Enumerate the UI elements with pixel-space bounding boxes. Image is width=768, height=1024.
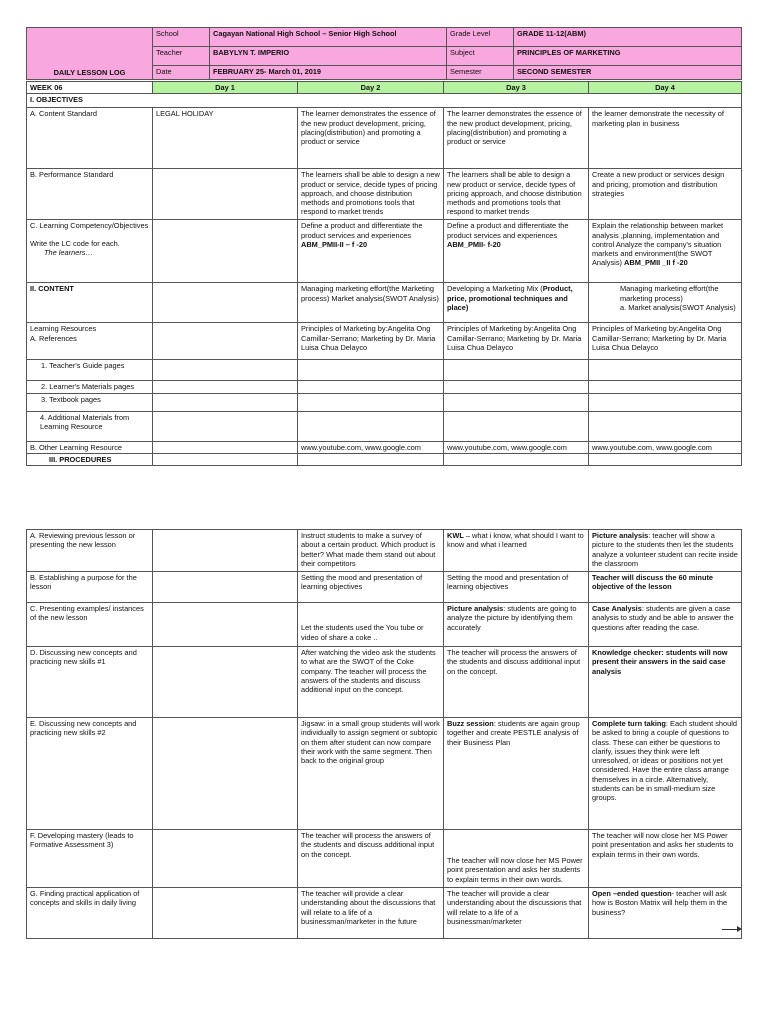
competency-day4-code: ABM_PMII _II f -20 xyxy=(624,258,688,268)
proc-e-day3-text: : students are again group together and create PESTLE analysis of their Business Plan xyxy=(447,719,580,747)
resources-label-main: Learning Resources xyxy=(30,324,97,334)
proc-e-label: E. Discussing new concepts and practicing new skills #2 xyxy=(27,718,153,830)
competency-label xyxy=(27,220,153,283)
tb-day3 xyxy=(444,393,589,411)
references-day1 xyxy=(153,323,298,360)
lm-label: 2. Learner's Materials pages xyxy=(27,381,153,393)
am-day3 xyxy=(444,411,589,441)
other-resource-label: B. Other Learning Resource xyxy=(27,441,153,453)
performance-standard-label: B. Performance Standard xyxy=(27,169,153,220)
performance-standard-day4: Create a new product or services design and pricing, promotion and distribution strategies xyxy=(589,169,742,220)
grade-value: GRADE 11-12(ABM) xyxy=(514,28,742,47)
log-title: DAILY LESSON LOG xyxy=(53,67,126,77)
proc-c-day3-bold: Picture analysis xyxy=(447,604,504,613)
week-label: WEEK 06 xyxy=(27,82,153,94)
am-day1 xyxy=(153,411,298,441)
procedures-heading: III. PROCEDURES xyxy=(27,453,153,465)
lm-day4 xyxy=(589,381,742,393)
proc-f-day3: The teacher will now close her MS Power point presentation and asks her students to explain terms in their own words. xyxy=(444,830,589,888)
competency-day3-text: Define a product and differentiate the product services and experiences xyxy=(447,221,569,240)
proc-b-day1 xyxy=(153,572,298,603)
tb-day2 xyxy=(298,393,444,411)
procedures-day1 xyxy=(153,453,298,465)
day-4-header: Day 4 xyxy=(589,82,742,94)
am-day2 xyxy=(298,411,444,441)
subject-label: Subject xyxy=(447,47,514,66)
performance-standard-day3: The learners shall be able to design a new product or service, decide types of pricing approach, and choose distribution methods and promotions tools that respond to market trends xyxy=(444,169,589,220)
proc-g-day2: The teacher will provide a clear understanding about the discussions that will relate to a life of a businessman/marketer in the future xyxy=(298,888,444,939)
references-label: A. References xyxy=(30,333,77,343)
procedures-table xyxy=(26,529,742,939)
proc-a-day2: Instruct students to make a survey of about a certain product. Which product is better? What made them stand out about their competitors xyxy=(298,530,444,572)
competency-day4 xyxy=(589,220,742,283)
proc-c-day2: Let the students used the You tube or video of share a coke .. xyxy=(298,603,444,647)
proc-d-day3: The teacher will process the answers of the students and discuss additional input on the concept. xyxy=(444,647,589,718)
proc-b-day4: Teacher will discuss the 60 minute objective of the lesson xyxy=(589,572,742,603)
proc-a-day4 xyxy=(589,530,742,572)
proc-d-day2: After watching the video ask the students to what are the SWOT of the Coke company. The teacher will process the answers of the students and discuss additional input on the concept. xyxy=(298,647,444,718)
proc-c-day4 xyxy=(589,603,742,647)
continue-arrow-icon xyxy=(722,929,740,930)
competency-day2-text: Define a product and differentiate the product services and experiences xyxy=(301,221,423,240)
proc-a-day3-bold: KWL xyxy=(447,531,464,540)
tb-label: 3. Textbook pages xyxy=(27,393,153,411)
proc-a-day3 xyxy=(444,530,589,572)
teacher-label: Teacher xyxy=(153,47,210,66)
competency-label-lc: Write the LC code for each. xyxy=(30,238,120,248)
resources-label xyxy=(27,323,153,360)
other-resource-day2: www.youtube.com, www.google.com xyxy=(298,441,444,453)
proc-f-day1 xyxy=(153,830,298,888)
am-label-text: 4. Additional Materials from Learning Resource xyxy=(40,412,130,431)
proc-f-day2: The teacher will process the answers of the students and discuss additional input on the concept. xyxy=(298,830,444,888)
performance-standard-day1 xyxy=(153,169,298,220)
content-standard-day4: the learner demonstrate the necessity of marketing plan in business xyxy=(589,108,742,169)
competency-day2-code: ABM_PMII-II – f -20 xyxy=(301,239,368,249)
procedures-day3 xyxy=(444,453,589,465)
day-1-header: Day 1 xyxy=(153,82,298,94)
lm-day2 xyxy=(298,381,444,393)
proc-e-day3 xyxy=(444,718,589,830)
lesson-log-table-top xyxy=(26,27,742,80)
references-day3: Principles of Marketing by:Angelita Ong Camillar-Serrano; Marketing by Dr. Maria Luisa Chua Delayco xyxy=(444,323,589,360)
lesson-log-table-main xyxy=(26,81,742,466)
tg-day2 xyxy=(298,360,444,381)
tg-day1 xyxy=(153,360,298,381)
content-label: II. CONTENT xyxy=(27,283,153,323)
content-day4 xyxy=(589,283,742,323)
grade-label: Grade Level xyxy=(447,28,514,47)
legal-holiday: LEGAL HOLIDAY xyxy=(153,108,298,169)
date-value: FEBRUARY 25- March 01, 2019 xyxy=(210,66,447,80)
proc-e-day1 xyxy=(153,718,298,830)
performance-standard-day2: The learners shall be able to design a new product or service, decide types of pricing approach, and choose distribution methods and promotions tools that respond to market trends xyxy=(298,169,444,220)
proc-g-day1 xyxy=(153,888,298,939)
proc-a-day1 xyxy=(153,530,298,572)
tg-label: 1. Teacher's Guide pages xyxy=(27,360,153,381)
content-day3-bold: Product, price, promotional techniques and place) xyxy=(447,284,573,312)
other-resource-day1 xyxy=(153,441,298,453)
references-day4: Principles of Marketing by:Angelita Ong Camillar-Serrano; Marketing by Dr. Maria Luisa Chua Delayco xyxy=(589,323,742,360)
content-standard-day2: The learner demonstrates the essence of the new product development, pricing, placing(distribution) and promoting a product or service xyxy=(298,108,444,169)
date-label: Date xyxy=(153,66,210,80)
objectives-heading: I. OBJECTIVES xyxy=(27,94,742,108)
proc-b-day3: Setting the mood and presentation of learning objectives xyxy=(444,572,589,603)
lm-day1 xyxy=(153,381,298,393)
content-day4-b: a. Market analysis(SWOT Analysis) xyxy=(620,302,736,312)
proc-g-day4-text: - teacher will ask how is Boston Matrix will help them in the business? xyxy=(592,889,728,917)
proc-d-day1 xyxy=(153,647,298,718)
proc-f-label: F. Developing mastery (leads to Formative Assessment 3) xyxy=(27,830,153,888)
proc-c-label: C. Presenting examples/ instances of the new lesson xyxy=(27,603,153,647)
proc-e-day4-text: : Each student should be asked to bring a couple of questions to class. These can either be questions to clarify, issues they think were left unresolved, or ideas or positions not yet considered. Have the entire class arrange themselves in a circle. Alternatively, students can be in small-medium size groups. xyxy=(592,719,738,803)
proc-g-day4 xyxy=(589,888,742,939)
semester-label: Semester xyxy=(447,66,514,80)
proc-e-day4 xyxy=(589,718,742,830)
proc-c-day4-bold: Case Analysis xyxy=(592,604,642,613)
content-day1 xyxy=(153,283,298,323)
teacher-value: BABYLYN T. IMPERIO xyxy=(210,47,447,66)
proc-b-label: B. Establishing a purpose for the lesson xyxy=(27,572,153,603)
tg-day4 xyxy=(589,360,742,381)
proc-c-day3-text: : students are going to analyze the picture by identifying them accurately xyxy=(447,604,577,632)
content-standard-label: A. Content Standard xyxy=(27,108,153,169)
semester-value: SECOND SEMESTER xyxy=(514,66,742,80)
tb-day1 xyxy=(153,393,298,411)
content-day4-a: Managing marketing effort(the marketing process) xyxy=(620,284,719,303)
content-standard-day3: The learner demonstrates the essence of the new product development, pricing, placing(distribution) and promoting a product or service xyxy=(444,108,589,169)
proc-c-day3 xyxy=(444,603,589,647)
subject-value: PRINCIPLES OF MARKETING xyxy=(514,47,742,66)
header-logo-cell xyxy=(27,28,153,80)
proc-g-label: G. Finding practical application of concepts and skills in daily living xyxy=(27,888,153,939)
content-day3-text: Developing a Marketing Mix ( xyxy=(447,284,543,294)
competency-label-learners: The learners… xyxy=(44,247,93,257)
competency-day4-text: Explain the relationship between market analysis ,planning, implementation and control Analyze the company's situation markets and environment(the SWOT Analysis) xyxy=(592,221,724,268)
proc-f-day4: The teacher will now close her MS Power point presentation and asks her students to explain terms in their own words. xyxy=(589,830,742,888)
procedures-day4 xyxy=(589,453,742,465)
school-value: Cagayan National High School – Senior High School xyxy=(210,28,447,47)
proc-e-day3-bold: Buzz session xyxy=(447,719,494,728)
competency-day1 xyxy=(153,220,298,283)
competency-label-main: C. Learning Competency/Objectives xyxy=(30,221,149,231)
proc-a-day4-text: : teacher will show a picture to the students then let the students analyze a volunteer student can recite inside the classroom xyxy=(592,531,738,568)
procedures-day2 xyxy=(298,453,444,465)
content-day2: Managing marketing effort(the Marketing process) Market analysis(SWOT Analysis) xyxy=(298,283,444,323)
references-day2: Principles of Marketing by:Angelita Ong Camillar-Serrano; Marketing by Dr. Maria Luisa Chua Delayco xyxy=(298,323,444,360)
lm-day3 xyxy=(444,381,589,393)
proc-e-day2: Jigsaw: in a small group students will work individually to assign segment or subtopic on them after student can now compare their work with the same segment. Then back to the original group xyxy=(298,718,444,830)
proc-c-day4-text: : students are given a case analysis to study and be able to answer the questions after reading the case. xyxy=(592,604,734,632)
competency-day3-code: ABM_PMII- f-20 xyxy=(447,239,501,249)
proc-d-day4: Knowledge checker: students will now present their answers in the said case analysis xyxy=(589,647,742,718)
day-2-header: Day 2 xyxy=(298,82,444,94)
am-day4 xyxy=(589,411,742,441)
other-resource-day4: www.youtube.com, www.google.com xyxy=(589,441,742,453)
tb-day4 xyxy=(589,393,742,411)
am-label xyxy=(27,411,153,441)
proc-g-day3: The teacher will provide a clear understanding about the discussions that will relate to a life of a businessman/marketer xyxy=(444,888,589,939)
proc-b-day2: Setting the mood and presentation of learning objectives xyxy=(298,572,444,603)
day-3-header: Day 3 xyxy=(444,82,589,94)
proc-a-label: A. Reviewing previous lesson or presenting the new lesson xyxy=(27,530,153,572)
proc-e-day4-bold: Complete turn taking xyxy=(592,719,666,728)
competency-day2 xyxy=(298,220,444,283)
competency-day3 xyxy=(444,220,589,283)
school-label: School xyxy=(153,28,210,47)
proc-d-label: D. Discussing new concepts and practicing new skills #1 xyxy=(27,647,153,718)
proc-a-day3-text: – what i know, what should I want to know and what i learned xyxy=(447,531,584,550)
content-day3 xyxy=(444,283,589,323)
tg-day3 xyxy=(444,360,589,381)
proc-a-day4-bold: Picture analysis xyxy=(592,531,649,540)
proc-g-day4-bold: Open –ended question xyxy=(592,889,672,898)
proc-c-day1 xyxy=(153,603,298,647)
other-resource-day3: www.youtube.com, www.google.com xyxy=(444,441,589,453)
